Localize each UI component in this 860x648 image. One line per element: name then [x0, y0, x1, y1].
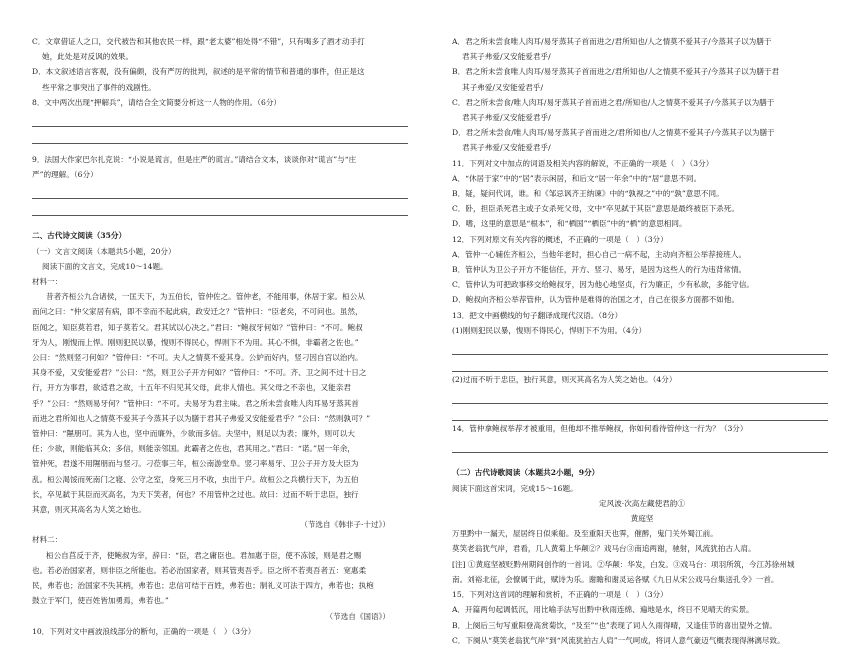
material-1-line: 乱。桓公渴馁而死南门之寝、公守之室，身死三月不收，虫出于户。故桓公之兵横行天下，为五伯	[32, 474, 359, 484]
poem-note: 南。刘裕北征，会僚属于此，赋诗为乐。谢瞻和谢灵运各赋《九日从宋公戏马台集送孔令》一首。	[452, 574, 779, 584]
poem-note: [注] ①黄庭坚被贬黔州期间创作的一首词。②华颠：华发，白发。③戏马台：项羽所筑，今江苏徐州城	[452, 559, 795, 569]
material-1-line: 其身不爱，又安能爱君？”公曰：“然，则卫公子开方何如？”管仲曰：“不可。齐、卫之间不过十日之	[32, 368, 367, 378]
q10-option-d-line1: D．君之所未尝食/唯人肉耳/易牙蒸其子首而进之/君所知也/人之情莫不爱其子/今蒸其子以为膳于	[452, 128, 775, 138]
q10-option-b-line1: B．君之所未尝食唯人肉耳/易牙蒸其子首而进之/君所知也/人之情莫不爱其子/今蒸其子以为膳于君	[452, 67, 780, 77]
subsection-1-title: （一）文言文阅读（本题共5小题，20分）	[32, 246, 176, 256]
question-13: 13．把文中画横线的句子翻译成现代汉语。（8分）	[452, 310, 623, 320]
q15-option-b: B．上阕后三句写重阳登高赏菊饮，“及至”“也”表现了词人久雨得晴，又逢佳节的喜出望外之情。	[452, 620, 777, 630]
question-13-part-2: (2)过而不听于忠臣，独行其意，则灭其高名为人笑之始也。（4分）	[452, 375, 677, 385]
question-9-line2: 严”的理解。（6分）	[32, 170, 98, 180]
q15-option-a: A．开篇两句起调低沉，用比喻手法写出黔中秋雨连绵、遍地是水，终日不见晴天的实景。	[452, 605, 754, 615]
material-1-line: 昔者齐桓公九合诸侯，一匡天下，为五伯长，管仲佐之。管仲老，不能用事，休居于家。桓公从	[46, 292, 365, 302]
material-1-line: 任；少欲，则能临其众；多信，则能亲邻国。此霸者之佐也，君其用之。”君曰：“诺。”居一年余，	[32, 444, 355, 454]
q12-option-d: D．鲍叔向齐桓公举荐管仲，认为管仲是难得的治国之才，自己在很多方面都不如他。	[452, 295, 740, 305]
material-1-label: 材料一：	[32, 277, 63, 287]
material-1-line: 牙为人，刚愎而上悍。刚则犯民以暴，愎则不得民心，悍则下不为用。其心不惧，非霸者之佐也。”	[32, 337, 359, 347]
q10-option-d-line2: 君其子弗爱/又安能爱君乎/	[462, 143, 551, 153]
material-2-line: 也。若必治国家者，则非臣之所能也。若必治国家者，则其管夷吾乎。臣之所不若夷吾者五：宽惠柔	[32, 565, 367, 575]
q7-option-d-line1: D．本文叙述语言客观，没有偏颇，没有严厉的批判，叙述的是平常的情节和普通的事件，但正是这	[32, 67, 365, 77]
material-1-line: 行，开方为事君，欲适君之故，十五年不归见其父母，此非人情也。其父母之不亲也，又能亲君	[32, 383, 351, 393]
answer-line	[32, 182, 408, 199]
q7-option-c-line1: C．文章借证人之口，交代被告和其他农民一样，跟“老太婆”相处得“不错”，只有喝多了酒才动手打	[32, 37, 365, 46]
q10-option-a-line1: A．君之所未尝食唯人肉耳/易牙蒸其子首而进之/君所知也/人之情莫不爱其子/今蒸其子以为膳于	[452, 37, 772, 46]
poem-line: 莫笑老翁犹气岸，君看，几人黄菊上华颠②？戏马台③南追两谢，驰射，风流犹拍古人肩。	[452, 544, 756, 554]
q11-option-d: D．嗜，这里的意思是“根本”，和“栖国”“栖臣”中的“栖”的意思相同。	[452, 219, 687, 229]
q11-option-a: A．“休居于家”中的“居”表示闲居，和后文“居一年余”中的“居”意思不同。	[452, 173, 702, 183]
material-1-line: 臣闻之，知臣莫若君，知子莫若父。君其试以心决之。”君曰：“鲍叔牙何如？”管仲曰：“不可。鲍叔	[32, 322, 363, 332]
question-14: 14．管仲拿鲍叔举荐才被重用，但他却不推举鲍叔，你如何看待管仲这一行为？（3分）	[452, 424, 748, 434]
material-2-line: 鼓立于军门，使百姓皆加勇焉，弗若也。”	[32, 596, 169, 606]
material-1-line: 长，卒见弑于其臣而灭高名，为天下笑者，何也？不用管仲之过也。故曰：过而不听于忠臣，独行	[32, 489, 359, 499]
answer-line	[452, 355, 828, 372]
q12-option-b: B．管仲认为卫公子开方不能信任，开方、竖刁、易牙，是因为这些人的行为违背常情。	[452, 265, 747, 275]
q11-option-c: C．卧，担臣杀死君主或子女杀死父母，文中“卒见弑于其臣”意思是最终被臣下杀死。	[452, 204, 739, 214]
q12-option-c: C．管仲认为可把政事移交给鲍叔牙，因为他心地坚贞，行为廉正，少有私欲，多能守信。	[452, 280, 754, 290]
poem-author: 黄庭坚	[630, 514, 654, 524]
left-column	[32, 34, 412, 639]
q10-option-b-line2: 其子弗爱/又安能爱君乎/	[462, 82, 544, 92]
poem-line: 万里黔中一漏天，屋居终日似乘船。及至重阳天也霁，催醉，鬼门关外蜀江前。	[452, 529, 718, 539]
material-2-line: 民，弗若也；治国家不失其柄，弗若也；忠信可结于百姓，弗若也；制礼义可法于四方，弗若也；执枹	[32, 581, 374, 591]
subsection-2-title: （二）古代诗歌阅读（本题共2小题，9分）	[452, 468, 600, 478]
right-column	[452, 34, 832, 648]
q7-option-d-line2: 些平常之事突出了事件的戏剧性。	[42, 82, 156, 92]
q10-option-c-line1: C．君之所未尝食/唯人肉耳/易牙蒸其子首而进之君/所知也/人之情莫不爱其子/今蒸其子以为膳于	[452, 97, 775, 107]
q7-option-c-line2: 她，此处是对反讽的效果。	[42, 52, 134, 62]
material-1-line: 而进之君所知也人之情莫不爱其子今蒸其子以为膳于君其子弗爱又安能爱君乎？”公曰：“然则孰可？”	[32, 413, 371, 423]
material-2-label: 材料二：	[32, 535, 63, 545]
answer-line	[452, 338, 828, 355]
answer-line	[452, 436, 828, 453]
subsection-1-instructions: 阅读下面的文言文，完成10～14题。	[42, 261, 168, 271]
answer-line	[32, 199, 408, 216]
question-12: 12．下列对原文有关内容的概述，不正确的一项是（ ）（3分）	[452, 234, 668, 244]
q11-option-b: B．疑，疑问代词，谁。和《邹忌讽齐王纳谏》中的“孰视之”中的“孰”意思不同。	[452, 189, 724, 199]
poem-title: 定风波·次高左藏使君韵①	[599, 498, 685, 508]
q12-option-a: A．管仲一心辅佐齐桓公，当他年老时，担心自己一病不起，主动向齐桓公举荐接班人。	[452, 249, 747, 259]
material-1-line: 其意，则灭其高名为人笑之始也。	[32, 505, 146, 515]
question-9-line1: 9．法国大作家巴尔扎克说：“小说是谎言，但是庄严的谎言。”请结合文本，谈谈你对“谎言”与“庄	[32, 155, 357, 165]
answer-line	[452, 404, 828, 421]
question-10: 10．下列对文中画波浪线部分的断句，正确的一项是（ ）（3分）	[32, 626, 256, 636]
material-1-line: 管仲死，君遂不用隰朋而与竖刁。刁莅事三年，桓公南游堂阜。竖刁率易牙、卫公子开方及大臣为	[32, 459, 359, 469]
answer-line	[32, 127, 408, 144]
material-1-line: 而问之曰：“仲父家居有病，即不幸而不起此病，政安迁之？”管仲曰：“臣老矣，不可问也。虽然，	[32, 307, 363, 317]
q10-option-c-line2: 君其子弗爱/又安能爱君乎/	[462, 113, 551, 123]
subsection-2-instructions: 阅读下面这首宋词，完成15～16题。	[452, 483, 578, 493]
source-citation-1: （节选自《韩非子·十过》）	[300, 520, 390, 530]
question-8: 8．文中两次出现“押解兵”，请结合全文简要分析这一人物的作用。（6分）	[32, 97, 282, 107]
q10-option-a-line2: 君其子弗爱/又安能爱君乎/	[462, 52, 551, 62]
q15-option-c: C．下阕从“莫笑老翁犹气岸”到“风流犹拍古人肩”一气呵成，将词人意气豪迈气概表现得淋漓尽致。	[452, 635, 785, 645]
material-2-line: 桓公自莒反于齐，使鲍叔为宰，辞曰：“臣，君之庸臣也。君加惠于臣，使不冻馁，则是君之赐	[46, 550, 362, 560]
material-1-line: 乎？”公曰：“然则易牙何？”管仲曰：“不可。夫易牙为君主味。君之所未尝食唯人肉耳易牙蒸其首	[32, 398, 359, 408]
answer-line	[452, 387, 828, 404]
section-2-title: 二、古代诗文阅读（35分）	[32, 231, 127, 241]
answer-line	[32, 110, 408, 127]
question-15: 15．下列对这首词的理解和赏析，不正确的一项是（ ）（3分）	[452, 590, 668, 600]
material-1-line: 公曰：“然则竖刁何如？”管仲曰：“不可。夫人之情莫不爱其身。公妒而好内，竖刁因自宫以治内。	[32, 353, 363, 363]
source-citation-2: （节选自《国语》）	[325, 611, 390, 621]
question-11: 11．下列对文中加点的词语及相关内容的解说，不正确的一项是（ ）（3分）	[452, 158, 714, 168]
material-1-line: 管仲曰：“隰朋可。其为人也，坚中而廉外，少欲而多信。夫坚中，则足以为表；廉外，则可以大	[32, 429, 355, 439]
question-13-part-1: (1)刚则犯民以暴，愎则不得民心，悍则下不为用。（4分）	[452, 325, 647, 335]
